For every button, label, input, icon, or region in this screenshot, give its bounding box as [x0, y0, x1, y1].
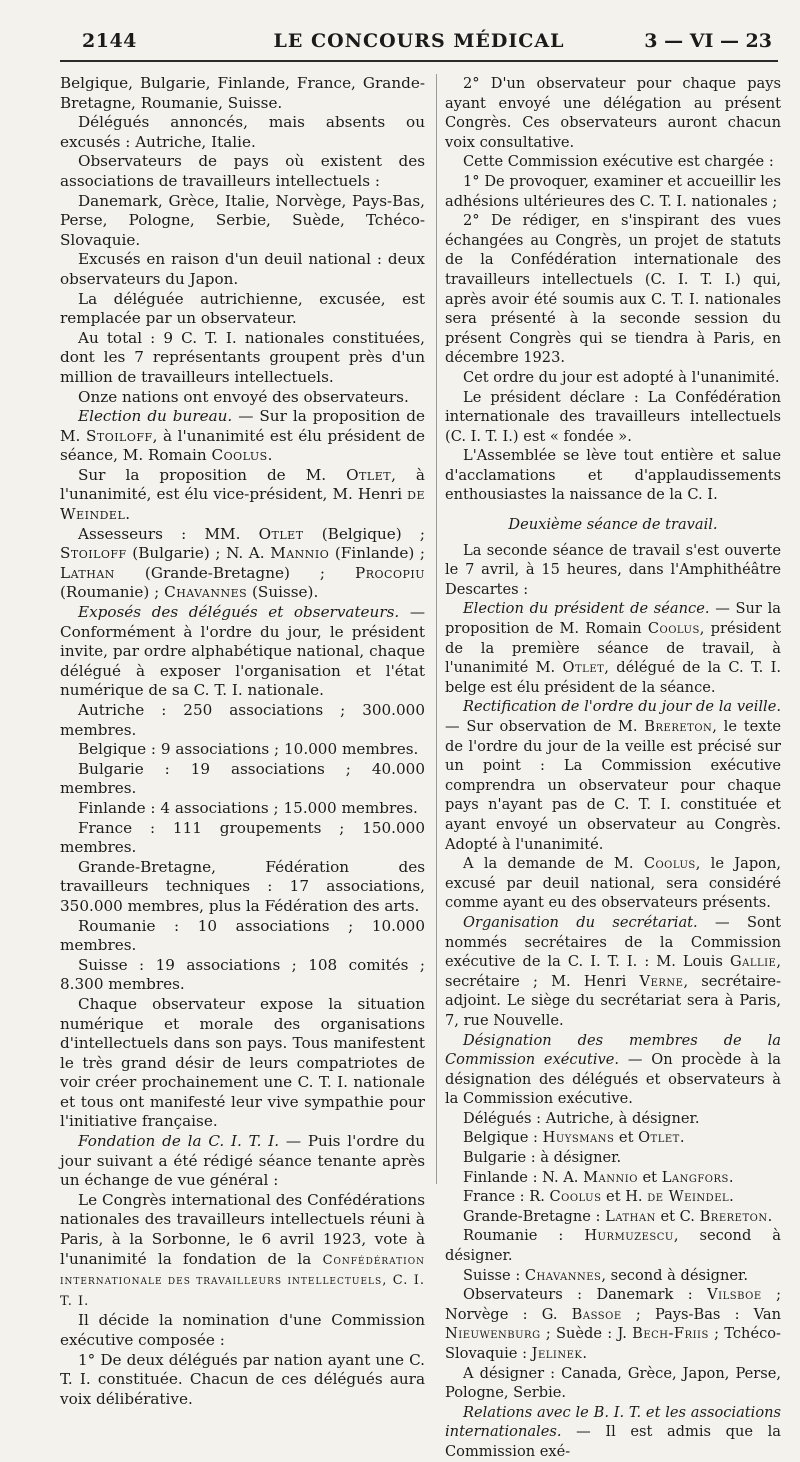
section-title: Deuxième séance de travail.: [508, 516, 718, 534]
member-line: [445, 1285, 781, 1363]
member-line: [445, 1187, 781, 1207]
paragraph: Cette Commission exécutive est chargée :: [463, 153, 774, 171]
section-heading: Election du bureau.: [78, 407, 233, 426]
paragraph-election-president: [445, 599, 781, 697]
paragraph: 2° D'un observateur pour chaque pays ayant envoyé une délégation au présent Congrès. Ces observateurs auront chacun voix consultative.: [445, 75, 781, 151]
person-name: Stoiloff: [85, 426, 153, 445]
person-name: Chavannes: [164, 583, 248, 602]
text-run: — Puis l'ordre du jour suivant a été rédigé séance tenante après un échange de vue général :: [60, 1132, 425, 1190]
journal-title: LE CONCOURS MÉDICAL: [273, 30, 565, 52]
text-run: (Roumanie) ;: [60, 583, 165, 602]
text-run: .: [125, 505, 131, 524]
text-run: Belgique :: [463, 1129, 543, 1147]
person-name: Verne: [639, 972, 684, 990]
paragraph-exposes: [60, 603, 425, 701]
paragraph: La seconde séance de travail s'est ouverte le 7 avril, à 15 heures, dans l'Amphithéâtre Descartes :: [445, 541, 781, 598]
person-name: Bech-Friis: [632, 1325, 709, 1343]
text-run: , second à désigner.: [445, 1227, 781, 1265]
paragraph: Belgique, Bulgarie, Finlande, France, Grande-Bretagne, Roumanie, Suisse.: [60, 74, 425, 112]
text-run: — Sur observation de M.: [445, 718, 645, 735]
text-run: et: [614, 1129, 639, 1147]
section-heading: Relations avec le B. I. T. et les associations internationales.: [445, 1403, 781, 1441]
text-run: Assesseurs : MM.: [78, 524, 259, 543]
section-heading: Exposés des délégués et observateurs.: [78, 603, 400, 622]
section-heading: Rectification de l'ordre du jour de la veille.: [463, 698, 781, 716]
paragraph: Le président déclare : La Confédération internationale des travailleurs intellectuels (C. I. T. I.) est « fondée ».: [445, 388, 781, 445]
paragraph: Délégués annoncés, mais absents ou excusés : Autriche, Italie.: [60, 113, 425, 151]
person-name: Brereton: [699, 1207, 768, 1225]
issue-date: 3 — VI — 23: [644, 30, 772, 52]
paragraph: Chaque observateur expose la situation numérique et morale des organisations d'intellectuels dans son pays. Tous manifestent le très grand désir de leurs compatriotes de voir créer prochainement une C. T. I. nationale et tous ont manifesté leur vive sympathie pour l'initiative française.: [60, 994, 425, 1131]
member-line: Délégués : Autriche, à désigner.: [463, 1109, 700, 1127]
stat-line: France : 111 groupements ; 150.000 membres.: [60, 818, 425, 857]
paragraph-assesseurs: [60, 525, 425, 603]
text-run: , second à désigner.: [601, 1266, 749, 1284]
text-run: .: [582, 1345, 588, 1362]
text-run: et: [637, 1168, 662, 1186]
person-name: Coolus: [643, 855, 696, 873]
text-run: , le Japon, excusé par deuil national, sera considéré comme ayant eu des observateurs présents.: [445, 855, 781, 912]
paragraph: [60, 466, 425, 525]
text-run: , secrétaire ; M. Henri: [445, 953, 781, 990]
section-heading: Election du président de séance.: [463, 600, 710, 618]
person-name: Procopiu: [355, 563, 425, 582]
paragraph-election-bureau: [60, 407, 425, 466]
text-run: France : R.: [463, 1188, 550, 1206]
member-line: A désigner : Canada, Grèce, Japon, Perse, Pologne, Serbie.: [445, 1364, 781, 1402]
member-line: [445, 1207, 781, 1227]
paragraph: La déléguée autrichienne, excusée, est remplacée par un observateur.: [60, 289, 425, 328]
stat-line: Finlande : 4 associations ; 15.000 membres.: [78, 798, 418, 817]
paragraph: Cet ordre du jour est adopté à l'unanimité.: [463, 368, 780, 386]
page-number: 2144: [82, 30, 137, 52]
person-name: de Weindel: [60, 485, 425, 524]
person-name: Langfors: [661, 1168, 729, 1186]
text-run: , le texte de l'ordre du jour de la veille est précisé sur un point : La Commission exécutive comprendra un observateur pour chaque pays n'ayant pas de C. T. I. constituée et ayant envoyé un observateur au Congrès. Adopté à l'unanimité.: [445, 718, 781, 853]
person-name: Lathan: [605, 1207, 656, 1225]
text-run: , délégué de la C. T. I. belge est élu président de la séance.: [445, 659, 781, 696]
text-run: .: [729, 1188, 734, 1206]
person-name: Mannio: [583, 1168, 638, 1186]
paragraph: 1° De provoquer, examiner et accueillir les adhésions ultérieures des C. T. I. nationales ;: [445, 172, 781, 210]
text-run: (Suisse).: [247, 583, 319, 602]
paragraph: Onze nations ont envoyé des observateurs.: [78, 387, 409, 406]
stat-line: Autriche : 250 associations ; 300.000 membres.: [60, 701, 425, 739]
organization-name: Confédération internationale des travailleurs intellectuels, C. I. T. I.: [60, 1252, 425, 1309]
paragraph: [60, 1191, 425, 1312]
person-name: Bassoe: [571, 1305, 622, 1323]
paragraph: 1° De deux délégués par nation ayant une C. T. I. constituée. Chacun de ces délégués aura voix délibérative.: [60, 1350, 425, 1408]
person-name: Coolus: [549, 1188, 602, 1206]
person-name: Coolus: [647, 620, 700, 638]
text-run: ; Suède : J.: [540, 1325, 633, 1343]
member-line: [445, 1266, 781, 1286]
stat-line: Roumanie : 10 associations ; 10.000 membres.: [60, 916, 425, 955]
text-run: Finlande : N. A.: [463, 1168, 584, 1186]
page-header: [60, 24, 778, 62]
paragraph-rectification: [445, 697, 781, 854]
person-name: Coolus: [211, 446, 268, 465]
text-run: Observateurs : Danemark :: [463, 1286, 708, 1304]
text-run: Sur la proposition de M.: [78, 465, 347, 484]
text-run: A la demande de M.: [463, 855, 644, 873]
paragraph-secretariat: [445, 913, 781, 1031]
member-line: [445, 1168, 781, 1188]
right-column: [445, 74, 781, 1462]
stat-line: Bulgarie : 19 associations ; 40.000 membres.: [60, 759, 425, 798]
person-name: Otlet: [638, 1129, 680, 1147]
text-run: et C.: [655, 1207, 700, 1225]
text-run: (Bulgarie) ; N. A.: [126, 544, 271, 563]
person-name: Gallie: [729, 953, 777, 971]
text-run: — Il est admis que la Commission exé-: [445, 1423, 781, 1460]
stat-line: Grande-Bretagne, Fédération des travailleurs techniques : 17 associations, 350.000 membres, plus la Fédération des arts.: [60, 857, 425, 915]
text-run: Grande-Bretagne :: [463, 1207, 606, 1225]
paragraph: 2° De rédiger, en s'inspirant des vues échangées au Congrès, un projet de statuts de la Confédération internationale des travailleurs intellectuels (C. I. T. I.) qui, après avoir été soumis aux C. T. I. nationales sera présenté à la seconde session du présent Congrès qui se tiendra à Paris, en décembre 1923.: [445, 212, 781, 367]
text-run: Roumanie :: [463, 1227, 585, 1245]
text-run: , à l'unanimité est élu président de séance, M. Romain: [60, 426, 425, 465]
section-heading: Organisation du secrétariat.: [463, 913, 698, 931]
person-name: Chavannes: [524, 1266, 602, 1284]
text-run: — Sur la proposition de M.: [60, 407, 425, 445]
text-run: ; Norvège : G.: [445, 1286, 781, 1323]
text-run: ; Tchéco-Slovaquie :: [445, 1325, 781, 1362]
paragraph: Excusés en raison d'un deuil national : deux observateurs du Japon.: [60, 250, 425, 288]
paragraph: [445, 854, 781, 913]
paragraph: Danemark, Grèce, Italie, Norvège, Pays-Bas, Perse, Pologne, Serbie, Suède, Tchéco-Slovaquie.: [60, 191, 425, 249]
section-heading: Fondation de la C. I. T. I.: [78, 1132, 280, 1151]
person-name: Stoiloff: [60, 544, 127, 563]
text-run: Le Congrès international des Confédérations nationales des travailleurs intellectuels réuni à Paris, à la Sorbonne, le 6 avril 1923, vote à l'unanimité la fondation de la: [60, 1190, 425, 1268]
text-run: — Sur la proposition de M. Romain: [445, 600, 781, 638]
stat-line: Suisse : 19 associations ; 108 comités ; 8.300 membres.: [60, 955, 425, 994]
text-run: .: [679, 1129, 685, 1147]
person-name: Huysmans: [542, 1129, 615, 1147]
paragraph-fondation: [60, 1132, 425, 1191]
person-name: Otlet: [562, 659, 605, 677]
text-run: (Grande-Bretagne) ;: [114, 563, 356, 582]
person-name: Otlet: [346, 465, 392, 484]
person-name: Otlet: [258, 524, 304, 543]
person-name: Hurmuzescu: [584, 1227, 674, 1245]
text-run: ; Pays-Bas : Van: [621, 1305, 781, 1323]
text-run: , à l'unanimité, est élu vice-président, M. Henri: [60, 465, 425, 504]
paragraph: L'Assemblée se lève tout entière et salue d'acclamations et d'applaudissements enthousiastes la naissance de la C. I.: [445, 447, 781, 504]
text-run: (Finlande) ;: [329, 544, 425, 563]
person-name: Lathan: [60, 563, 115, 582]
paragraph-designation: [445, 1031, 781, 1109]
person-name: Mannio: [270, 544, 330, 563]
text-run: .: [767, 1207, 773, 1225]
text-run: — Conformément à l'ordre du jour, le président invite, par ordre alphabétique national, chaque délégué à exposer l'organisation et l'état numérique de sa C. T. I. nationale.: [60, 603, 426, 700]
text-run: et H.: [601, 1188, 648, 1206]
person-name: Nieuwenburg: [445, 1325, 541, 1343]
member-line: [445, 1128, 781, 1148]
text-run: — Sont nommés secrétaires de la Commission exécutive de la C. I. T. I. : M. Louis: [445, 913, 781, 971]
text-run: Suisse :: [463, 1266, 525, 1284]
member-line: [445, 1226, 781, 1265]
person-name: de Weindel: [647, 1188, 730, 1206]
paragraph-relations: [445, 1403, 781, 1462]
text-run: , secrétaire-adjoint. Le siège du secrétariat sera à Paris, 7, rue Nouvelle.: [445, 972, 781, 1029]
text-run: .: [728, 1168, 734, 1186]
left-column: [60, 74, 425, 1409]
text-run: — On procède à la désignation des délégués et observateurs à la Commission exécutive.: [445, 1051, 781, 1108]
stat-line: Belgique : 9 associations ; 10.000 membres.: [78, 740, 419, 759]
text-run: .: [267, 446, 273, 465]
person-name: Brereton: [644, 718, 713, 735]
text-run: , président de la première séance de travail, à l'unanimité M.: [445, 620, 781, 677]
member-line: Bulgarie : à désigner.: [463, 1149, 622, 1167]
person-name: Vilsboe: [707, 1286, 762, 1304]
section-heading: Désignation des membres de la Commission exécutive.: [445, 1031, 781, 1069]
paragraph: Il décide la nomination d'une Commission exécutive composée :: [60, 1311, 425, 1349]
text-run: (Belgique) ;: [303, 524, 425, 543]
column-divider: [436, 74, 437, 1184]
person-name: Jelinek: [531, 1345, 583, 1362]
paragraph: Au total : 9 C. T. I. nationales constituées, dont les 7 représentants groupent près d'un million de travailleurs intellectuels.: [60, 328, 425, 386]
paragraph: Observateurs de pays où existent des associations de travailleurs intellectuels :: [60, 152, 425, 190]
